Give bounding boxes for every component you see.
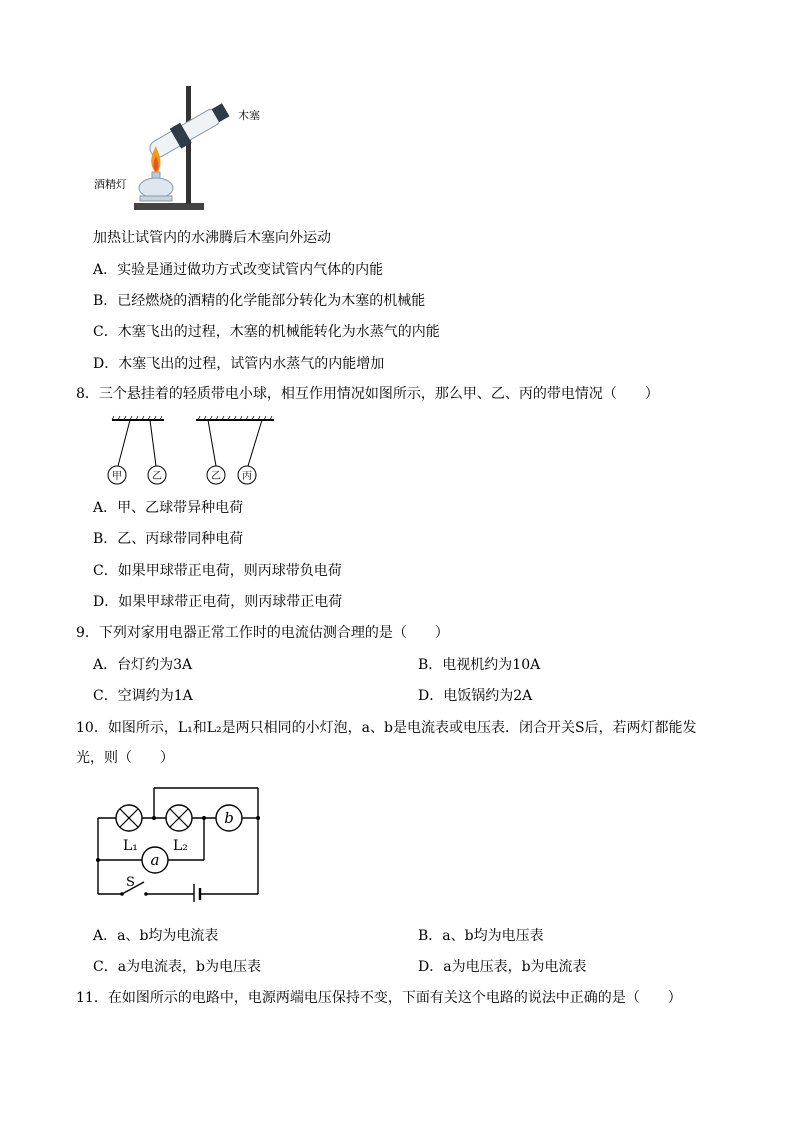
q9-option-a: A．台灯约为3A xyxy=(93,657,193,673)
q10-option-c: C．a为电流表，b为电压表 xyxy=(93,959,262,975)
charged-balls-figure xyxy=(104,414,280,488)
q9-option-c: C．空调约为1A xyxy=(93,688,193,704)
q10-option-b: B．a、b均为电压表 xyxy=(418,928,544,944)
q8-stem: 8．三个悬挂着的轻质带电小球，相互作用情况如图所示，那么甲、乙、丙的带电情况（ ） xyxy=(76,386,659,402)
q7-option-d: D．木塞飞出的过程，试管内水蒸气的内能增加 xyxy=(93,356,385,372)
right-pair xyxy=(196,416,274,484)
q7-option-a: A．实验是通过做功方式改变试管内气体的内能 xyxy=(93,262,384,278)
q8-option-a: A．甲、乙球带异种电荷 xyxy=(93,500,244,516)
meter-b-label: b xyxy=(224,809,234,827)
circuit-figure xyxy=(92,782,264,902)
alcohol-lamp-figure xyxy=(92,82,282,216)
lamp-body xyxy=(139,178,173,198)
ball-yi-right: 乙 xyxy=(211,471,221,482)
ball-bing: 丙 xyxy=(242,471,252,482)
q8-option-c: C．如果甲球带正电荷，则丙球带负电荷 xyxy=(93,563,342,579)
q10-option-d: D．a为电压表，b为电流表 xyxy=(418,959,587,975)
q10-option-a: A．a、b均为电流表 xyxy=(93,928,219,944)
q9-option-b: B．电视机约为10A xyxy=(418,657,541,673)
q8-option-d: D．如果甲球带正电荷，则丙球带正电荷 xyxy=(93,594,343,610)
lamp-l1 xyxy=(116,805,142,831)
l2-label: L₂ xyxy=(173,838,188,854)
q11-stem: 11．在如图所示的电路中，电源两端电压保持不变，下面有关这个电路的说法中正确的是（ ） xyxy=(76,990,682,1006)
ball-jia: 甲 xyxy=(112,471,122,482)
stopper-label: 木塞 xyxy=(238,109,260,122)
l1-label: L₁ xyxy=(123,838,138,854)
q7-caption: 加热让试管内的水沸腾后木塞向外运动 xyxy=(93,230,331,246)
q10-stem-line2: 光，则（ ） xyxy=(76,750,174,766)
stand-base xyxy=(134,203,204,210)
q7-option-b: B．已经燃烧的酒精的化学能部分转化为木塞的机械能 xyxy=(93,293,426,309)
q9-option-d: D．电饭锅约为2A xyxy=(418,688,533,704)
switch-label: S xyxy=(126,875,135,890)
q8-option-b: B．乙、丙球带同种电荷 xyxy=(93,531,244,547)
meter-a-label: a xyxy=(150,851,160,869)
ball-yi-left: 乙 xyxy=(152,471,162,482)
q7-option-c: C．木塞飞出的过程，木塞的机械能转化为水蒸气的内能 xyxy=(93,324,440,340)
lamp-label: 酒精灯 xyxy=(94,178,127,191)
q9-stem: 9．下列对家用电器正常工作时的电流估测合理的是（ ） xyxy=(76,625,449,641)
q10-stem-line1: 10．如图所示，L₁和L₂是两只相同的小灯泡，a、b是电流表或电压表．闭合开关S后，若两灯都能发 xyxy=(76,720,697,736)
left-pair xyxy=(108,416,166,484)
lamp-l2 xyxy=(166,805,192,831)
